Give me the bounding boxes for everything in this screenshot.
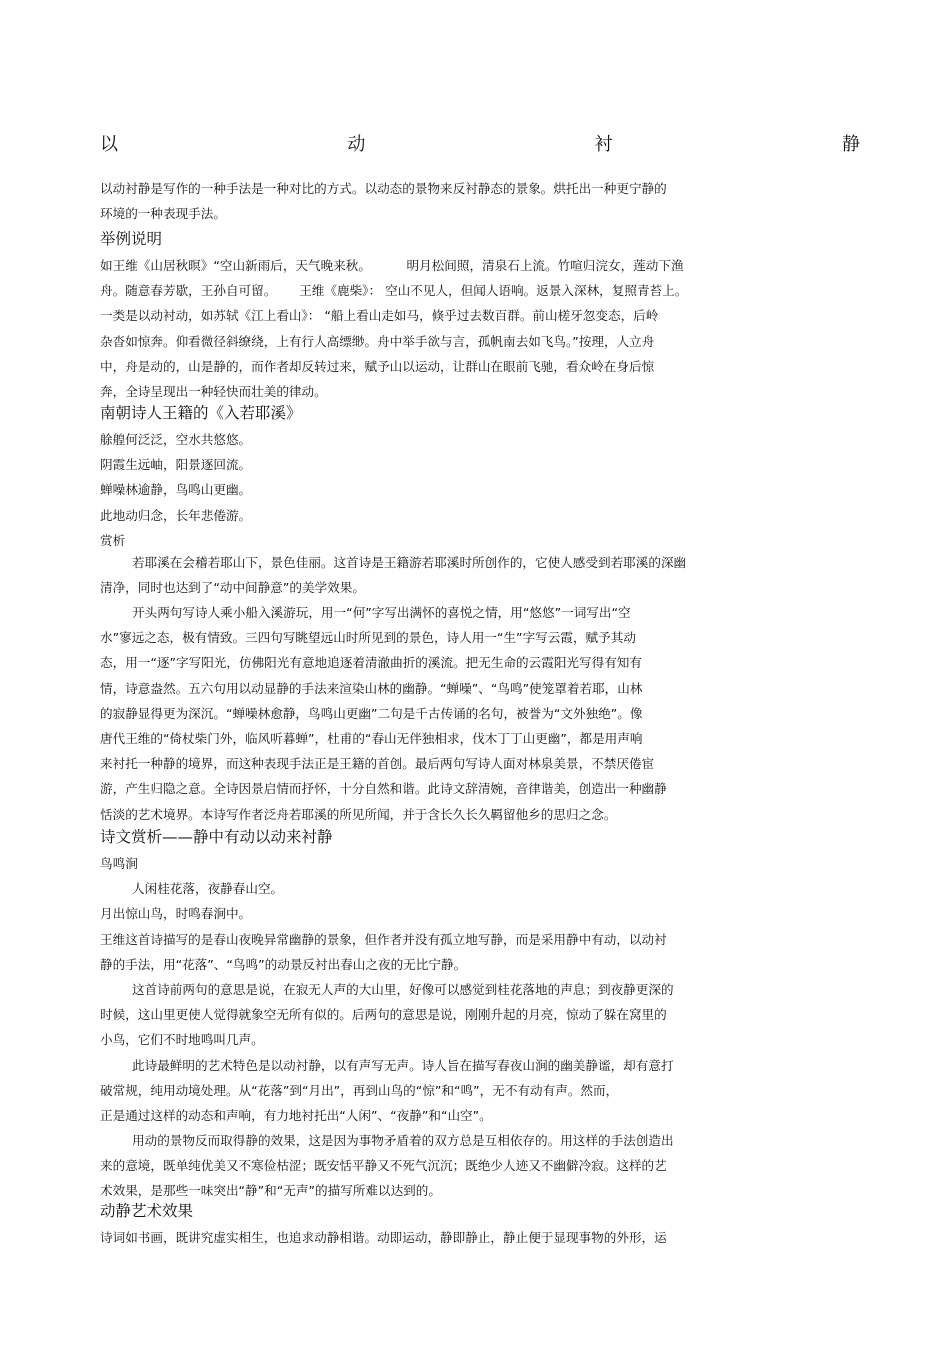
appreciation-paragraph-2 [100,600,820,827]
appreciation-label: 赏析 [100,532,126,548]
poem-line: 月出惊山鸟，时鸣春涧中。 [100,906,252,922]
text-line: 此诗最鲜明的艺术特色是以动衬静，以有声写无声。诗人旨在描写春夜山涧的幽美静谧，却有意打 [132,1057,674,1073]
text-line: 一类是以动衬动，如苏轼《江上看山》： “船上看山走如马，倏乎过去数百群。前山槎牙忽变态，后岭 [100,308,659,324]
analysis-section [100,824,820,1204]
text-line: 情，诗意盎然。五六句用以动显静的手法来渲染山林的幽静。“蝉噪”、“鸟鸣”使笼罩着若耶，山林 [100,680,643,696]
example-section [100,226,820,404]
text-line: 中，舟是动的，山是静的，而作者却反转过来，赋予山以运动，让群山在眼前飞驰，看众岭在身后惊 [100,358,655,374]
poem-line: 此地动归念，长年悲倦游。 [100,507,252,523]
text-line: 的寂静显得更为深沉。“蝉噪林愈静，鸟鸣山更幽”二句是千古传诵的名句，被誉为“文外独绝”。像 [100,705,643,721]
text-line: 以动衬静是写作的一种手法是一种对比的方式。以动态的景物来反衬静态的景象。烘托出一种更宁静的 [100,181,667,196]
text-line: 舟。随意春芳歇，王孙自可留。 王维《鹿柴》： 空山不见人，但闻人语响。返景入深林，复照青苔上。 [100,283,688,299]
text-line: 开头两句写诗人乘小船入溪游玩，用一“何”字写出满怀的喜悦之情，用“悠悠”一词写出“空 [132,605,631,620]
effect-section [100,1198,820,1250]
section-heading: 诗文赏析——静中有动以动来衬静 [100,828,333,846]
title-char: 以 [100,134,118,155]
page-title [100,133,860,157]
text-line: 破常规，纯用动境处理。从“花落”到“月出”，再到山鸟的“惊”和“鸣”，无不有动有声。然而， [100,1082,619,1098]
text-line: 恬淡的艺术境界。本诗写作者泛舟若耶溪的所见所闻，并于含长久长久羁留他乡的思归之念。 [100,806,617,822]
text-line: 水”寥远之态，极有情致。三四句写眺望远山时所见到的景色，诗人用一“生”字写云霞，赋予其动 [100,630,636,646]
poem-line: 艅艎何泛泛，空水共悠悠。 [100,432,252,447]
text-line: 游，产生归隐之意。全诗因景启情而抒怀，十分自然和谐。此诗文辞清婉，音律谐美，创造出一种幽静 [100,781,667,797]
poem-title: 鸟鸣涧 [100,856,138,871]
poem-line: 蝉噪林逾静，鸟鸣山更幽。 [100,482,252,498]
text-line: 小鸟，它们不时地鸣叫几声。 [100,1032,264,1048]
text-line: 时候，这山里更使人觉得就象空无所有似的。后两句的意思是说，刚刚升起的月亮，惊动了躲在窝里的 [100,1007,667,1023]
appreciation-paragraph-1 [100,550,820,600]
text-line: 来的意境，既单纯优美又不寒俭枯涩；既安恬平静又不死气沉沉；既绝少人迹又不幽僻冷寂。这样的艺 [100,1158,667,1174]
text-line: 唐代王维的“倚杖柴门外，临风听暮蝉”，杜甫的“春山无伴独相求，伐木丁丁山更幽”，都是用声响 [100,730,643,746]
text-line: 这首诗前两句的意思是说，在寂无人声的大山里，好像可以感觉到桂花落地的声息；到夜静更深的 [132,981,674,997]
text-line: 环境的一种表现手法。 [100,206,226,222]
text-line: 正是通过这样的动态和声响，有力地衬托出“人闲”、“夜静”和“山空”。 [100,1107,492,1123]
poem-section [100,400,820,553]
text-line: 如王维《山居秋暝》“空山新雨后，天气晚来秋。 明月松间照，清泉石上流。竹喧归浣女，莲动下渔 [100,258,684,273]
poem-line: 阴霞生远岫，阳景逐回流。 [100,457,252,473]
text-line: 静的手法，用“花落”、“鸟鸣”的动景反衬出春山之夜的无比宁静。 [100,956,467,972]
intro-paragraph [100,176,820,226]
title-char: 静 [841,134,860,155]
text-line: 王维这首诗描写的是春山夜晚异常幽静的景象，但作者并没有孤立地写静，而是采用静中有动，以动衬 [100,931,667,947]
text-line: 奔，全诗呈现出一种轻快而壮美的律动。 [100,383,327,399]
section-heading: 举例说明 [100,230,163,248]
text-line: 清净，同时也达到了“动中间静意”的美学效果。 [100,580,365,596]
text-line: 杂沓如惊奔。仰看微径斜缭绕，上有行人高缥缈。舟中举手欲与言，孤帆南去如飞鸟。”按理，人立舟 [100,333,655,349]
poem-line: 人闲桂花落，夜静春山空。 [132,881,284,897]
title-char: 衬 [594,134,613,155]
text-line: 用动的景物反而取得静的效果，这是因为事物矛盾着的双方总是互相依存的。用这样的手法创造出 [132,1133,674,1149]
text-line: 诗词如书画，既讲究虚实相生，也追求动静相谐。动即运动，静即静止，静止便于显现事物的外形，运 [100,1230,667,1245]
text-line: 若耶溪在会稽若耶山下，景色佳丽。这首诗是王籍游若耶溪时所创作的，它使人感受到若耶溪的深幽 [132,555,687,570]
section-heading: 动静艺术效果 [100,1202,194,1220]
title-char: 动 [347,134,366,155]
section-heading: 南朝诗人王籍的《入若耶溪》 [100,404,302,422]
text-line: 术效果，是那些一味突出“静”和“无声”的描写所难以达到的。 [100,1183,441,1199]
text-line: 来衬托一种静的境界，而这种表现手法正是王籍的首创。最后两句写诗人面对林泉美景，不禁厌倦宦 [100,756,655,772]
text-line: 态，用一“逐”字写阳光，仿佛阳光有意地追逐着清澈曲折的溪流。把无生命的云霞阳光写得有知有 [100,655,642,671]
